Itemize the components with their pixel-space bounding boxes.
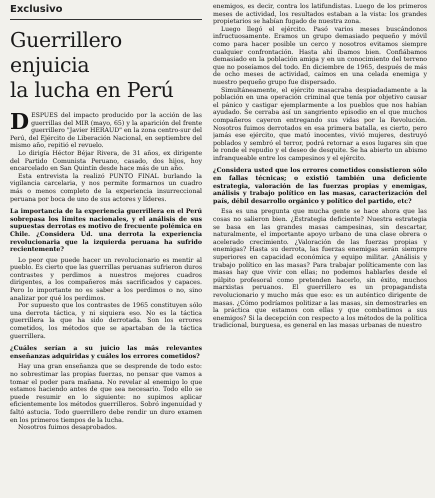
body-paragraph [10,302,202,340]
body-paragraph [10,109,202,150]
body-paragraph [213,87,427,163]
paragraph-text: Hay una gran enseñanza que se desprende de todo esto: no sobrestimar las propias fuerzas, no pensar que vamos a tomar el poder para mañana. No revelar al enemigo lo que estamos haciendo antes de que sea necesario. Todo ello se puede resumir en lo siguiente: no supimos aplicar eficientemente los métodos guerrilleros. Sobró ingenuidad y faltó astucia. Todo guerrillero debe rendir un duro examen en los primeros tiempos de la lucha. [10,363,202,424]
body-paragraph [10,257,202,303]
article-column-left [10,26,202,496]
paragraph-text: ESPUES del impacto producido por la acción de las guerrillas del MIR (mayo, 65) y la aparición del frente guerrillero "Javier HERAUD" en la zona centro-sur del Perú, del Ejército de Liberación Nacional, en septiembre del mismo año, repitió el revuelo. [10,112,202,150]
body-paragraph [10,150,202,173]
headline [10,28,202,103]
paragraph-text: Lo dirigía Héctor Béjar Rivera, de 31 años, ex dirigente del Partido Comunista Peruano, casado, dos hijos, hoy encarcelado en San Quintín desde hace más de un año. [10,149,202,173]
body-paragraph [10,363,202,424]
interview-question [213,167,427,205]
paragraph-text: Simultáneamente, el ejército masacraba despiadadamente a la población en una operación criminal que tenía por objetivo causar el pánico y castigar ejemplarmente a los pueblos que nos habían ayudado. Se cerraba así un sangriento episodio en el que muchos compañeros cayeron entregando sus vidas por la Revolución. Nosotros fuimos derrotados en esa primera batalla, es cierto, pero jamás ese ejército, que mató inocentes, vivió mujeres, destruyó poblados y sembró el terror, podrá retornar a esos lugares sin que le ronde el repudio y el deseo de desquite. Se ha abierto un abismo infranqueable entre los campesinos y el ejército. [213,86,427,162]
headline-line-2: la lucha en Perú [10,78,174,102]
body-paragraph [213,3,427,26]
left-body [10,109,202,432]
paragraph-text: enemigos, es decir, contra los latifundistas. Luego de los primeros meses de actividad, los resultados estaban a la vista: los grandes propietarios se habían fugado de nuestra zona. [213,3,427,26]
body-paragraph [213,26,427,87]
interview-question [10,208,202,254]
body-paragraph [10,424,202,432]
paragraph-text: Luego llegó el ejército. Pasó varios meses buscándonos infructuosamente. Eramos un grupo demasiado pequeño y móvil como para hacer posible un cerco y nosotros evitamos siempre cualquier confrontación. Hasta ahí íbamos bien. Confiábamos demasiado en la población amiga y en un conocimiento del terreno que no poseíamos del todo. En diciembre de 1965, después de más de ocho meses de actividad, caímos en una celada enemiga y nuestro pequeño grupo fue dispersado. [213,25,427,86]
right-body [213,3,427,330]
headline-line-1: Guerrillero enjuicia [10,28,122,77]
article-column-right [213,3,427,496]
drop-cap: D [10,109,30,135]
section-kicker: Exclusivo [10,4,63,15]
paragraph-text: ¿Cuáles serían a su juicio las más relevantes enseñanzas adquiridas y cuáles los errores cometidos? [10,345,202,360]
paragraph-text: Lo peor que puede hacer un revolucionario es mentir al pueblo. Es cierto que las guerrillas peruanas sufrieron duros contrastes y perdimos a nuestros mejores cuadros dirigentes, a los compañeros más sacrificados y capaces. Pero lo importante no es saber a los perdimos o no, sino analizar por qué los perdimos. [10,256,202,302]
paragraph-text: Esta entrevista la realizó PUNTO FINAL burlando la vigilancia carcelaria, y nos permite formarnos un cuadro más o menos completo de la experiencia insurreccional peruana por boca de uno de sus actores y líderes. [10,172,202,203]
interview-question [10,345,202,360]
paragraph-text: Esa es una pregunta que mucha gente se hace ahora que las cosas no salieron bien. ¿Estrategia deficiente? Nuestra estrategia se basa en las grandes masas campesinas, sin descartar, naturalmente, el importante apoyo urbano de una clase obrera o acelerado crecimiento. ¿Valoración de las fuerzas propias y enemigas? Hasta su derrota, las fuerzas enemigas serán siempre superiores en capacidad económica y equipo militar. ¿Análisis y trabajo político en las masas? Para trabajar políticamente con las masas hay que vivir con ellas; no podemos hablarles desde el púlpito profesoral como pretenden hacerlo, sin éxito, muchos marxistas peruanos. El guerrillero es un propagandista revolucionario y mucho más que eso: es un auténtico dirigente de masas. ¿Cómo podríamos politizar a las masas, sin demostrarles en la práctica que estamos con ellas y que combatimos a sus enemigos? Si la decepción con respecto a los métodos de la política tradicional, burguesa, es general en las masas urbanas de nuestro [213,208,427,330]
body-paragraph [10,173,202,203]
kicker-rule [10,19,202,20]
paragraph-text: Nosotros fuimos desaprobados. [18,424,117,432]
paragraph-text: ¿Considera usted que los errores cometidos consistieron sólo en fallas técnicas; o existió también una deficiente estrategia, valoración de las fuerzas propias y enemigas, análisis y trabajo político en las masas, caracterización del país, débil desarrollo orgánico y político del partido, etc? [213,167,427,205]
paragraph-text: La importancia de la experiencia guerrillera en el Perú sobrepasa los límites nacionales, y el análisis de sus supuestas derrotas es motivo de frecuente polémica en Chile. ¿Considera Ud. una derrota la experiencia revolucionaria que la izquierda peruana ha sufrido recientemente? [10,208,202,254]
body-paragraph [213,208,427,330]
paragraph-text: Por supuesto que los contrastes de 1965 constituyen sólo una derrota táctica, y ni siquiera eso. No es la táctica guerrillera la que ha sido derrotada. Son los errores cometidos, los métodos que se apartaban de la táctica guerrillera. [10,302,202,340]
